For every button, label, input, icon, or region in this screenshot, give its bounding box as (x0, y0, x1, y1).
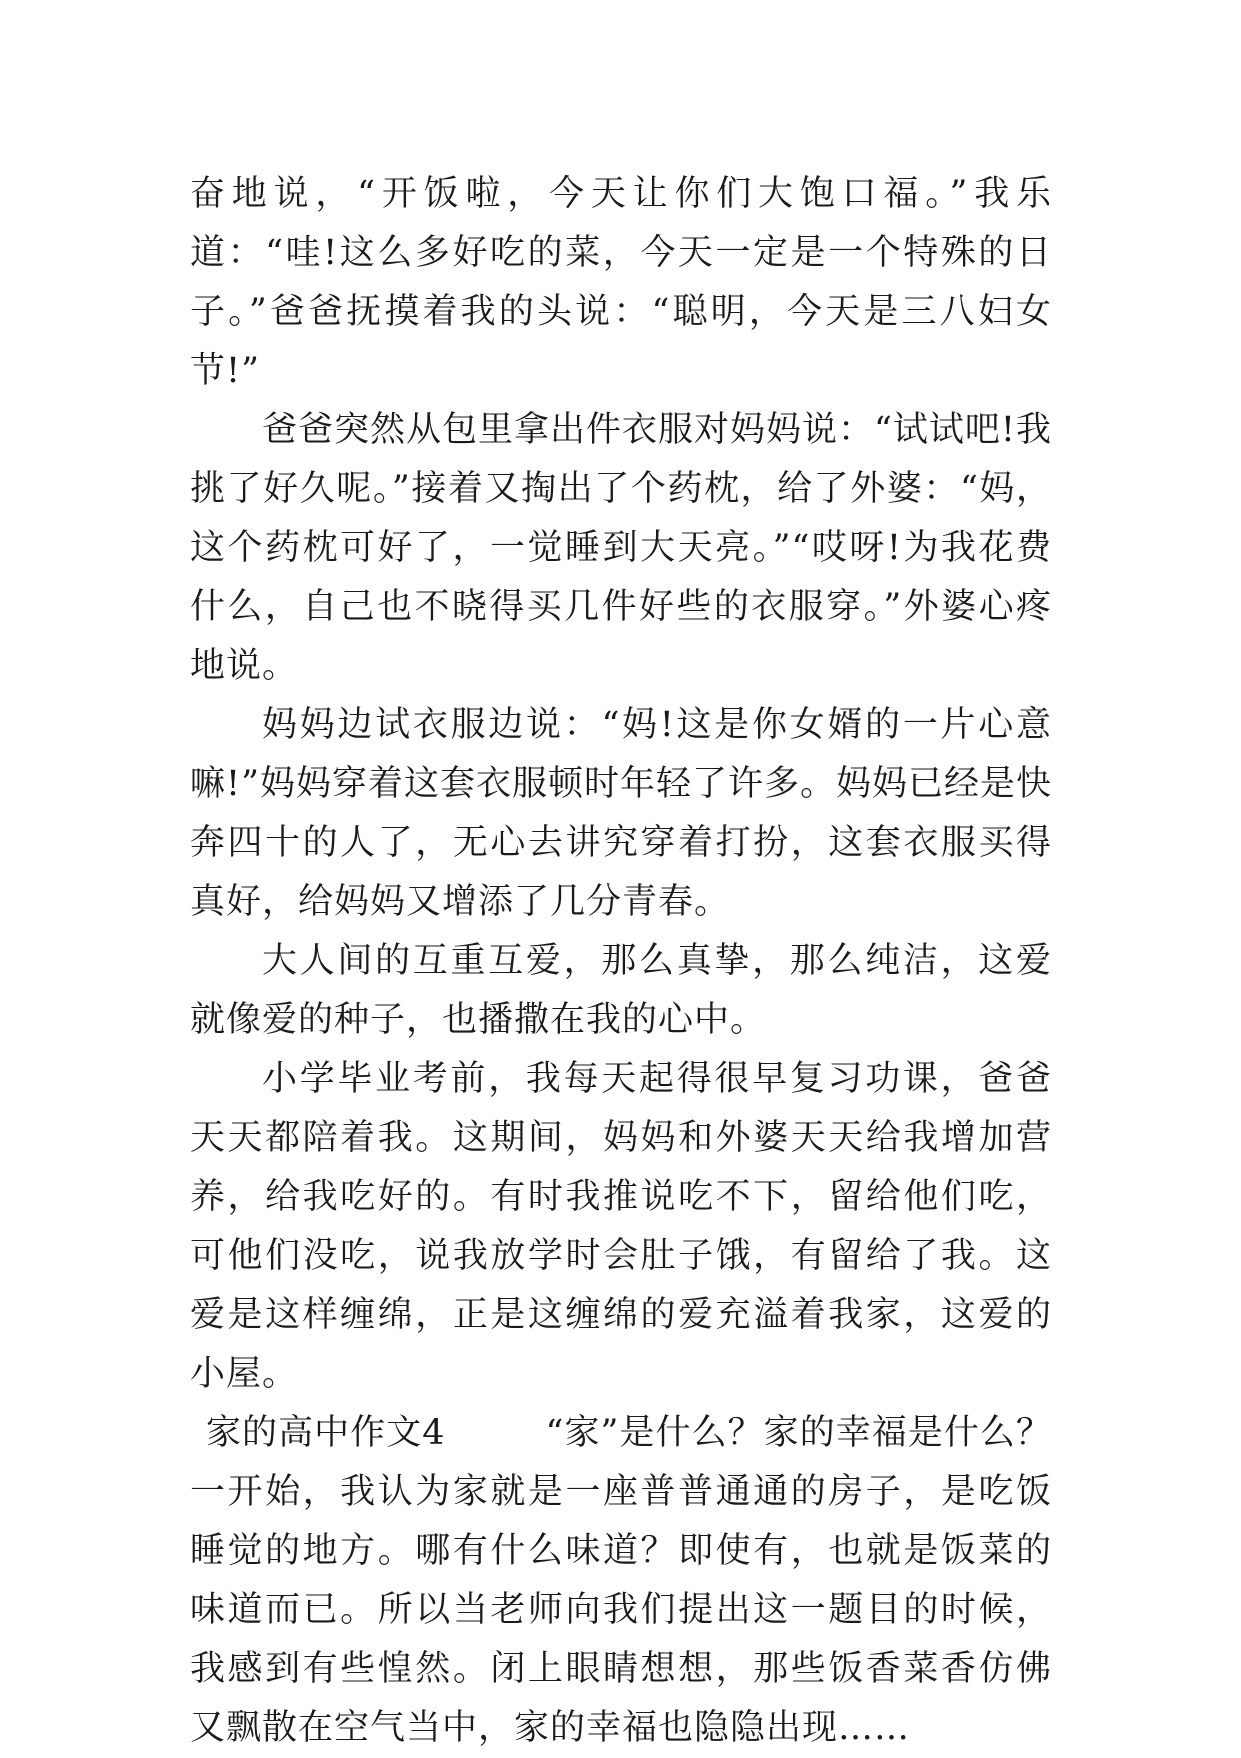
paragraph-2: 爸爸突然从包里拿出件衣服对妈妈说：“试试吧!我挑了好久呢。”接着又掏出了个药枕，给了外婆：“妈，这个药枕可好了，一觉睡到大天亮。”“哎呀!为我花费什么，自己也不晓得买几件好些的衣服穿。”外婆心疼地说。 (190, 410, 1052, 686)
essay-title: 家的高中作文4 (206, 1413, 446, 1453)
essay-body: “家”是什么？家的幸福是什么？一开始，我认为家就是一座普普通通的房子，是吃饭睡觉的地方。哪有什么味道？即使有，也就是饭菜的味道而已。所以当老师向我们提出这一题目的时候，我感到有些惶然。闭上眼睛想想，那些饭香菜香仿佛又飘散在空气当中，家的幸福也隐隐出现…… (190, 1413, 1052, 1748)
paragraph-3: 妈妈边试衣服边说：“妈!这是你女婿的一片心意嘛!”妈妈穿着这套衣服顿时年轻了许多。妈妈已经是快奔四十的人了，无心去讲究穿着打扮，这套衣服买得真好，给妈妈又增添了几分青春。 (190, 705, 1052, 922)
paragraph-1: 奋地说，“开饭啦，今天让你们大饱口福。”我乐道：“哇!这么多好吃的菜，今天一定是一个特殊的日子。”爸爸抚摸着我的头说：“聪明，今天是三八妇女节!” (190, 174, 1052, 391)
paragraph-4: 大人间的互重互爱，那么真挚，那么纯洁，这爱就像爱的种子，也播撒在我的心中。 (190, 941, 1052, 1040)
paragraph-5: 小学毕业考前，我每天起得很早复习功课，爸爸天天都陪着我。这期间，妈妈和外婆天天给我增加营养，给我吃好的。有时我推说吃不下，留给他们吃，可他们没吃，说我放学时会肚子饿，有留给了我。这爱是这样缠绵，正是这缠绵的爱充溢着我家，这爱的小屋。 (190, 1059, 1052, 1394)
essay-section (190, 1404, 1052, 1758)
document-page (190, 165, 1052, 1758)
